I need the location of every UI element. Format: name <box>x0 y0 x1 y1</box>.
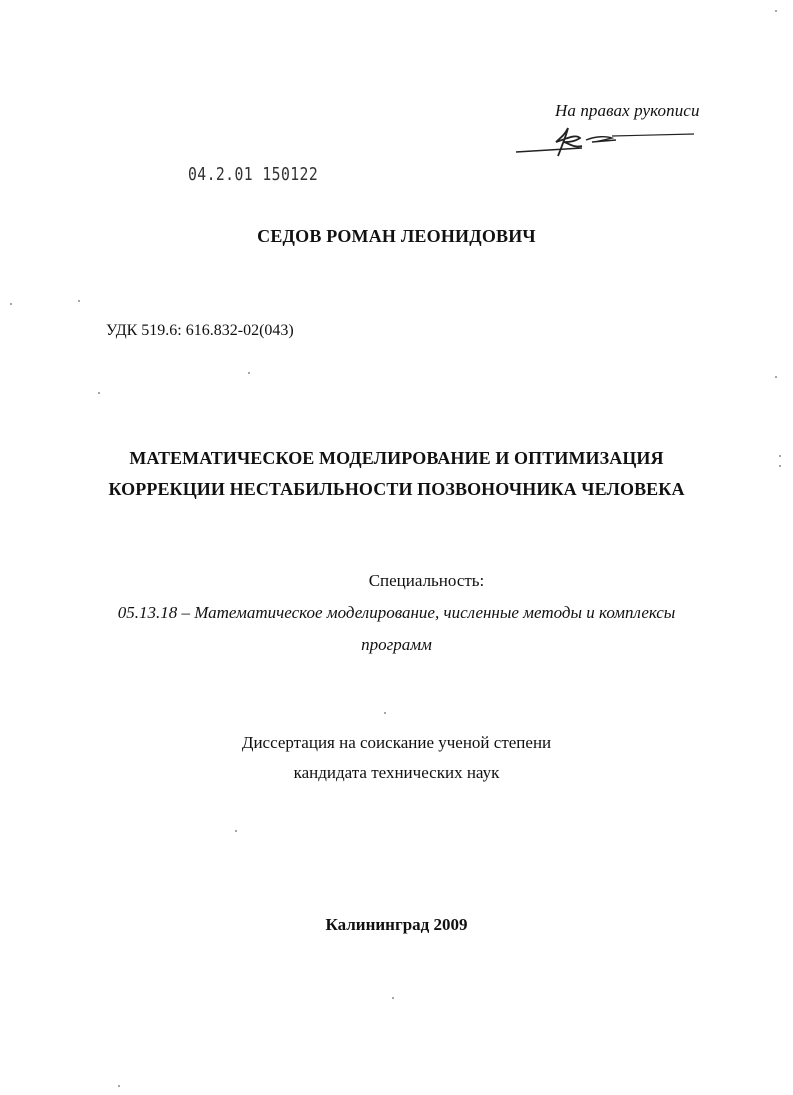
author-name: СЕДОВ РОМАН ЛЕОНИДОВИЧ <box>257 226 536 246</box>
city-year: Калининград 2009 <box>325 915 468 934</box>
degree-line-2: кандидата технических наук <box>293 763 500 782</box>
title-line-1: МАТЕМАТИЧЕСКОЕ МОДЕЛИРОВАНИЕ И ОПТИМИЗАЦИЯ <box>129 448 664 468</box>
specialty-line-2: программ <box>361 635 432 654</box>
udc-code: УДК 519.6: 616.832-02(043) <box>106 322 294 339</box>
scan-speck <box>779 465 781 467</box>
scan-speck <box>248 372 250 374</box>
scan-speck <box>98 392 100 394</box>
scan-speck <box>235 830 237 832</box>
scan-speck <box>775 10 777 12</box>
signature-icon <box>512 124 702 160</box>
scan-speck <box>118 1085 120 1087</box>
specialty-line-1: 05.13.18 – Математическое моделирование, численные методы и комплексы <box>117 603 676 622</box>
scan-speck <box>775 376 777 378</box>
archive-stamp: 04.2.01 150122 <box>188 164 319 185</box>
dissertation-title <box>0 443 793 505</box>
degree-line-1: Диссертация на соискание ученой степени <box>241 733 552 752</box>
scan-speck <box>384 712 386 714</box>
scan-speck <box>10 303 12 305</box>
title-line-2: КОРРЕКЦИИ НЕСТАБИЛЬНОСТИ ПОЗВОНОЧНИКА ЧЕЛОВЕКА <box>108 479 685 499</box>
scan-speck <box>779 455 781 457</box>
scan-speck <box>78 300 80 302</box>
scan-speck <box>392 997 394 999</box>
specialty-label: Специальность: <box>368 571 485 590</box>
rights-notice: На правах рукописи <box>555 101 700 120</box>
degree-statement <box>0 728 793 788</box>
